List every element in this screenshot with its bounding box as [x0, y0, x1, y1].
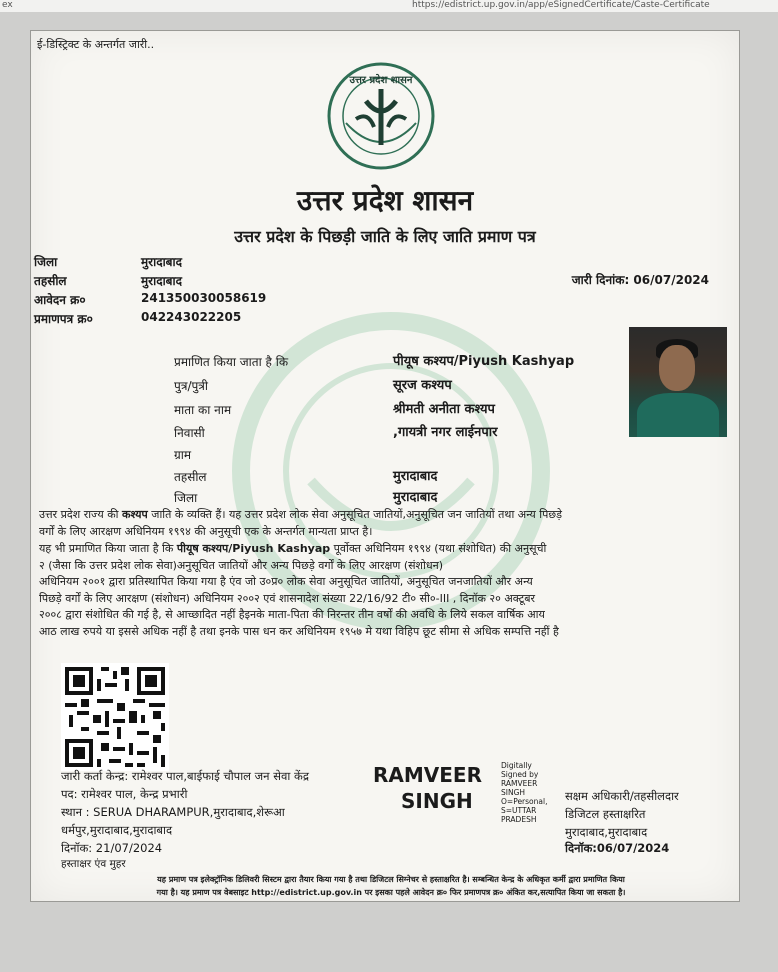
field-certified-label: प्रमाणित किया जाता है कि [174, 355, 289, 369]
signer-name-line1: RAMVEER [373, 763, 482, 787]
edistrict-note: ई-डिस्ट्रिक्ट के अन्तर्गत जारी.. [37, 38, 155, 51]
officer-digital-sign: डिजिटल हस्ताक्षरित [565, 807, 646, 821]
up-government-seal-icon [326, 61, 436, 171]
qr-code-icon [61, 663, 169, 771]
seal-text: उत्तर प्रदेश शासन [349, 75, 413, 86]
officer-location: मुरादाबाद,मुरादाबाद [565, 825, 648, 839]
browser-strip-left: ex [2, 0, 13, 10]
caste-name: कश्यप [122, 508, 148, 521]
officer-title: सक्षम अधिकारी/तहसीलदार [565, 789, 679, 803]
caste-certificate [30, 30, 740, 902]
issuer-date: दिनॉक: 21/07/2024 [61, 841, 163, 855]
field-district-value: मुरादाबाद [393, 490, 438, 505]
footnote: यह प्रमाण पत्र इलेक्ट्रॉनिक डिलिवरी सिस्टम द्वारा तैयार किया गया है तथा डिजिटल सिग्नेचर से हस्ताक्षरित है। सम्बन्धित केन्द्र के अधिकृत कर्मी द्वारा प्रमाणित किया गया है। यह प्रमाण पत्र वेबसाइट http://edistrict.up.gov.in पर इसका पहले आवेदन क्र० फिर प्रमाणपत्र क्र० अंकित कर,सत्यापित किया जा सकता है। [156, 875, 626, 897]
issuer-center: जारी कर्ता केन्द्र: रामेश्वर पाल,बाईफाई चौपाल जन सेवा केंद्र [61, 769, 309, 783]
issuer-place-cont: धर्मपुर,मुरादाबाद,मुरादाबाद [61, 823, 173, 837]
certificate-subtitle: उत्तर प्रदेश के पिछड़ी जाति के लिए जाति प्रमाण पत्र [234, 227, 536, 246]
digital-signature-details: Digitally Signed by RAMVEER SINGH O=Personal, S=UTTAR PRADESH [501, 761, 548, 824]
issue-date: जारी दिनांक: 06/07/2024 [571, 273, 709, 287]
meta-certificate-value: 042243022205 [141, 310, 242, 324]
meta-application-label: आवेदन क्र० [34, 293, 86, 307]
field-district-label: जिला [174, 491, 198, 505]
officer-date: दिनॉक:06/07/2024 [565, 841, 670, 855]
meta-certificate-label: प्रमाणपत्र क्र० [34, 312, 93, 326]
applicant-photo [629, 327, 727, 437]
field-mother-value: श्रीमती अनीता कश्यप [393, 402, 495, 417]
issuer-place: स्थान : SERUA DHARAMPUR,मुरादाबाद,शेरूआ [61, 805, 285, 819]
field-child-of-label: पुत्र/पुत्री [174, 379, 209, 393]
applicant-name-inline: पीयूष कश्यप/Piyush Kashyap [176, 542, 331, 555]
meta-tehsil-label: तहसील [34, 274, 67, 288]
field-resident-value: ,गायत्री नगर लाईनपार [393, 425, 498, 440]
meta-tehsil-value: मुरादाबाद [141, 274, 183, 288]
signature-seal-label: हस्ताक्षर एंव मुहर [61, 858, 126, 870]
meta-application-value: 241350030058619 [141, 291, 267, 305]
field-mother-label: माता का नाम [174, 403, 232, 417]
field-tehsil-label: तहसील [174, 470, 207, 484]
browser-strip [0, 0, 778, 12]
paragraph-caste-statement: उत्तर प्रदेश राज्य की कश्यप जाति के व्यक्ति हैं। यह उत्तर प्रदेश लोक सेवा अनुसूचित जातियों,अनुसूचित जन जातियों तथा अन्य पिछड़े वर्गों के लिए आरक्षण अधिनियम १९९४ की अनुसूची एक के अन्तर्गत मान्यता प्राप्त है। [39, 508, 563, 538]
browser-url: https://edistrict.up.gov.in/app/eSignedCertificate/Caste-Certificate [412, 0, 710, 10]
issuer-designation: पद: रामेश्वर पाल, केन्द्र प्रभारी [61, 787, 188, 801]
meta-district-label: जिला [34, 255, 58, 269]
field-certified-value: पीयूष कश्यप/Piyush Kashyap [393, 354, 575, 369]
certificate-title: उत्तर प्रदेश शासन [296, 184, 474, 217]
field-tehsil-value: मुरादाबाद [393, 469, 438, 484]
paragraph-creamy-layer: यह भी प्रमाणित किया जाता है कि पीयूष कश्यप/Piyush Kashyap पूर्वोक्त अधिनियम १९९४ (यथा संशोधित) की अनुसूची २ (जैसा कि उत्तर प्रदेश लोक सेवा)अनुसूचित जातियों और अन्य पिछड़े वर्गों के लिए आरक्षण (संशोधन) अधिनियम २००१ द्वारा प्रतिस्थापित किया गया है एंव जो उ०प्र० लोक सेवा अनुसूचित जातियों, अनुसूचित जनजातियों और अन्य पिछड़े वर्गों के लिए आरक्षण (संशोधन) अधिनियम २००२ एवं शासनादेश संख्या 22/16/92 टी० सी०-III , दिनॉक २० अक्टूबर २००८ द्वारा संशोधित की गई है, से आच्छादित नहीं हैइनके माता-पिता की निरन्तर तीन वर्षों की अवधि के लिये सकल वार्षिक आय आठ लाख रुपये या इससे अधिक नहीं है तथा इनके पास धन कर अधिनियम १९५७ मे यथा विहिप छूट सीमा से अधिक सम्पत्ति नहीं है [39, 542, 559, 638]
signer-name-line2: SINGH [401, 789, 473, 813]
meta-district-value: मुरादाबाद [141, 255, 183, 269]
field-resident-label: निवासी [174, 426, 205, 440]
field-child-of-value: सूरज कश्यप [393, 378, 452, 393]
field-village-label: ग्राम [174, 448, 192, 462]
